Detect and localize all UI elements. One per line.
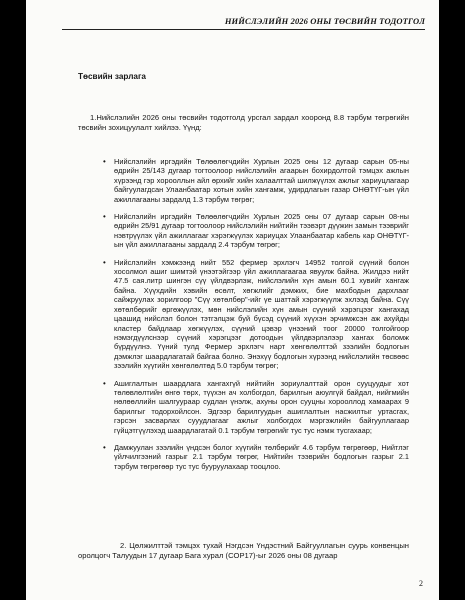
section-title: Төсвийн зарлага	[78, 72, 146, 81]
closing-paragraph: 2. Цөлжилттэй тэмцэх тухай Нэгдсэн Үндэстний Байгууллагын суурь конвенцын оролцогч Талуудын 17 дугаар Бага хурал (COP17)-ыг 2026 оны 08 дугаар	[78, 541, 409, 560]
running-header: НИЙСЛЭЛИЙН 2026 ОНЫ ТӨСВИЙН ТОДОТГОЛ	[62, 16, 425, 30]
list-item: • Нийслэлийн хэмжээнд нийт 552 фермер эрхлэгч 14952 толгой сүүний болон хосолмол ашиг шимтэй үнээтэйгээр үйл ажиллагаагаа явуулж байна. Жилдээ нийт 47.5 сая.литр шингэн сүү үйлдвэрлэж, нийслэлийн хүн амын 60.1 хувийг хангаж байна. Хүүхдийн хэвийн өсөлт, хөгжлийг дэмжих, бие махбодын дархлааг сайжруулах зорилгоор "Сүү хөтөлбөр"-ийг үе шаттай хэрэгжүүлж эхлээд байна. Сүү хөтөлбөрийг өргөжүүлэх, мөн нийслэлийн хүн амын сүүний хэрэгцээг хангахад цаашид нийслэл болон тэтгэлцэж буй бүсэд сүүний хүүхэн эрчимжсэн аж ахуйды кластер байдлаар хөгжүүлэх, сүүний цэвэр үнээний тоог 20000 толгойгоор нэмэгдүүлснээр сүүний хэрэгцээг дотоодын үйлдвэрлэлээр хангах боломж бүрдүүлнэ. Үүний тулд Фермер эрхлэгч нарт хөнгөлөлттэй зээлийн бодлогын дэмжлэг шаардлагатай байгаа болно. Энэхүү бодлогын хүрээнд нийслэлийн төсвөөс зээлийн хүүгийн хөнгөлөлтөд 5.0 тэрбум төгрөг;	[114, 258, 409, 371]
list-item: • Нийслэлийн иргэдийн Төлөөлөгчдийн Хурлын 2025 оны 12 дугаар сарын 05-ны өдрийн 25/143 дугаар тогтоолоор нийслэлийн агаарын бохирдолтой тэмцэх ажлын хүрээнд гэр хорооллын айл өрхийг хийн халаалттай шилжүүлэх ажлыг хариуцлагаар байгуулагдсан Улаанбаатар хотын хийн хангамж, удирдлагын газар ОНӨТҮГ-ын үйл ажиллагааны зардалд 1.3 тэрбум төгрөг;	[114, 157, 409, 204]
list-item: • Нийслэлийн иргэдийн Төлөөлөгчдийн Хурлын 2025 оны 07 дугаар сарын 08-ны өдрийн 25/91 дугаар тогтоолоор нийслэлийн нийтийн тээвэрт дүүжин замын тээврийг нэвтрүүлэх үйл ажиллагааг хэрэгжүүлэх хариуцах Улаанбаатар кабель кар ОНӨТҮГ-ын үйл ажиллагааны зардалд 2.4 тэрбум төгрөг;	[114, 212, 409, 250]
intro-paragraph: 1.Нийслэлийн 2026 оны төсвийн тодотголд урсгал зардал хооронд 8.8 тэрбум төгрөгийн төсвийн зохицуулалт хийлээ. Үүнд:	[78, 113, 409, 132]
list-item: • Дамжуулан зээлийн үндсэн болог хүүгийн төлбөрийг 4.6 тэрбум төгрөгөөр, Нийтлэг үйлчилгээний газрыг 2.1 тэрбум төгрөг, Нийтийн тээврийн бодлогын газрыг 2.1 тэрбум төгрөгөөр тус тус бууруулахаар тооцлоо.	[114, 443, 409, 471]
document-page	[26, 0, 439, 600]
page-number: 2	[419, 579, 423, 588]
bullet-list	[114, 157, 409, 479]
list-item: • Ашиглалтын шаардлага хангахгүй нийтийн зориулалттай орон сууцуудыг хот төлөвлөлтийн өнгө төрх, түүхэн ач холбогдол, барилгын аюулгүй байдал, нийгмийн нөлөөллийн шалгуураар судлан үнэлж, ахуны орон сууцны хорооллод хамаарах 9 барилгыг тодорхойлсон. Эдгээр барилгуудын ашиглалтын насжилтыг уртасгах, гэрсэн засварлах сууудлагааг ажлыг холбогдох мэргэжлийн байгууллагаар гүйцэтгүүлэхэд шаардлагатай 0.1 тэрбум төгрөгийг тус тус нэмж тусгахаар;	[114, 379, 409, 435]
